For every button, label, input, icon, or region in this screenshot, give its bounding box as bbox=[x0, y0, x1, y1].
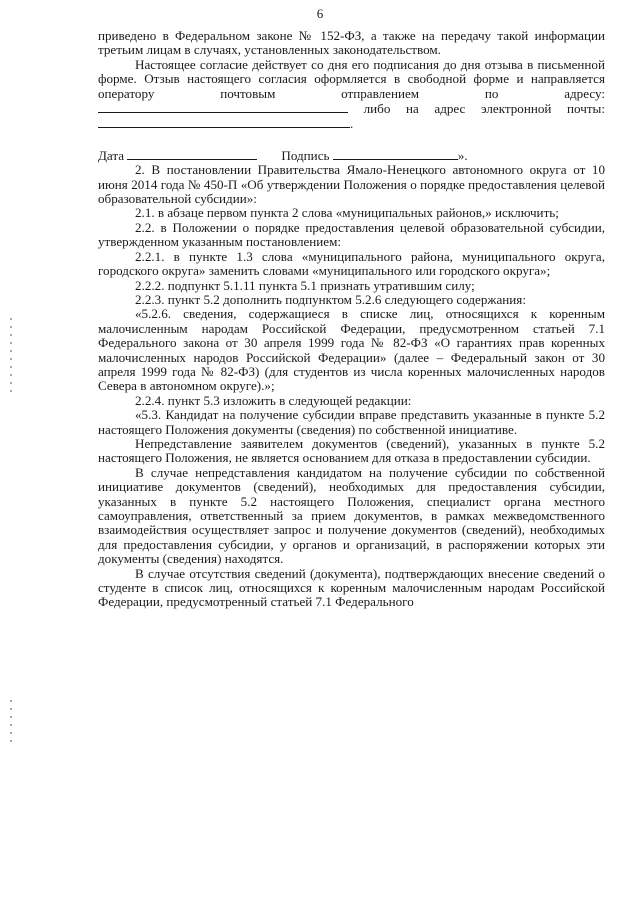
paragraph-2-2-4: 2.2.4. пункт 5.3 изложить в следующей редакции: bbox=[135, 392, 412, 408]
paragraph-2-2-3: 2.2.3. пункт 5.2 дополнить подпунктом 5.2.6 следующего содержания: bbox=[135, 291, 526, 307]
signature-line bbox=[98, 148, 605, 163]
postal-address-blank bbox=[98, 101, 348, 113]
consent-validity-text: Настоящее согласие действует со дня его подписания до дня отзыва в письменной форме. Отзыв настоящего согласия оформляется в свободной форме и направляется оператору почтовым отправлением по адресу: bbox=[98, 56, 605, 101]
page-number: 6 bbox=[316, 6, 324, 21]
date-blank bbox=[127, 148, 257, 160]
paragraph-absence-of-info: В случае отсутствия сведений (документа), подтверждающих внесение сведений о студенте в список лиц, относящихся к коренным малочисленным народам Российской Федерации, предусмотренный статьей 7.1 Федерального bbox=[98, 565, 605, 610]
paragraph-2-2: 2.2. в Положении о порядке предоставления целевой образовательной субсидии, утвержденном указанным постановлением: bbox=[98, 219, 605, 250]
paragraph-5-3: «5.3. Кандидат на получение субсидии вправе представить указанные в пункте 5.2 настоящего Положения документы (сведения) по собственной инициативе. bbox=[98, 407, 605, 437]
scan-margin-marks bbox=[10, 0, 16, 905]
signature-blank bbox=[333, 148, 458, 160]
paragraph-consent-end: приведено в Федеральном законе № 152-ФЗ, а также на передачу такой информации третьим лицам в случаях, установленных законодательством. bbox=[98, 28, 605, 58]
paragraph-2-2-1: 2.2.1. в пункте 1.3 слова «муниципального района, муниципального округа, городского округа» заменить словами «муниципального или городского округа»; bbox=[98, 248, 605, 279]
paragraph-2: 2. В постановлении Правительства Ямало-Ненецкого автономного округа от 10 июня 2014 года № 450-П «Об утверждении Положения о порядке предоставления целевой образовательной субсидии»: bbox=[98, 162, 605, 207]
date-label: Дата bbox=[98, 147, 125, 163]
signature-end: ». bbox=[457, 147, 468, 163]
paragraph-5-2-6: «5.2.6. сведения, содержащиеся в списке лиц, относящихся к коренным малочисленным народам Российской Федерации, предусмотренном статьей 7.1 Федерального закона от 30 апреля 1999 года № 82-ФЗ «О гарантиях прав коренных малочисленных народов Российской Федерации» (далее – Федеральный закон от 30 апреля 1999 года № 82-ФЗ) (для студентов из числа коренных малочисленных народов Севера в автономном округе).»; bbox=[98, 306, 605, 394]
paragraph-non-submission: Непредставление заявителем документов (сведений), указанных в пункте 5.2 настоящего Положения, не является основанием для отказа в предоставлении субсидии. bbox=[98, 435, 605, 466]
email-address-label: либо на адрес электронной почты: bbox=[363, 101, 605, 117]
document-body bbox=[98, 29, 605, 610]
signature-label: Подпись bbox=[281, 147, 330, 163]
email-address-blank bbox=[98, 116, 350, 128]
paragraph-consent-validity bbox=[98, 58, 605, 132]
consent-period: . bbox=[350, 116, 354, 132]
paragraph-2-1: 2.1. в абзаце первом пункта 2 слова «муниципальных районов,» исключить; bbox=[135, 205, 559, 221]
paragraph-interagency-request: В случае непредставления кандидатом на получение субсидии по собственной инициативе документов (сведений), необходимых для предоставления субсидии, указанных в пункте 5.2 настоящего Положения, специалист органа местного самоуправления, ответственный за прием документов, в рамках межведомственного взаимодействия осуществляет запрос и получение документов (сведений), необходимых для предоставления субсидии, у органов и организаций, в распоряжении которых эти документы (сведения) находятся. bbox=[98, 464, 605, 567]
paragraph-2-2-2: 2.2.2. подпункт 5.1.11 пункта 5.1 признать утратившим силу; bbox=[135, 277, 475, 293]
